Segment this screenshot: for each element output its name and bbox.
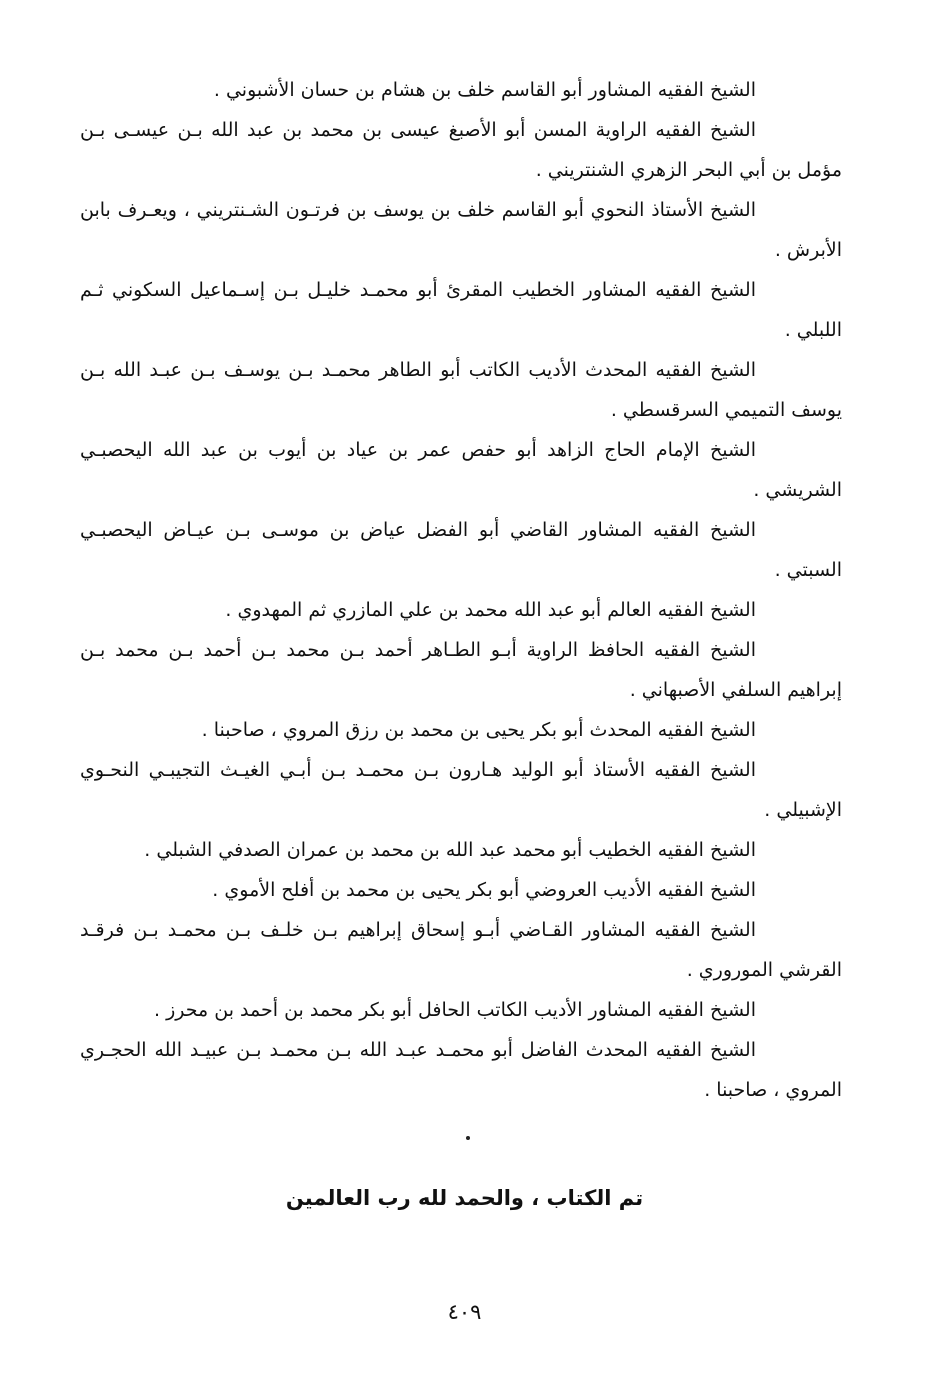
scholar-entry: الشيخ الفقيه المشاور الخطيب المقرئ أبو محمـد خليـل بـن إسـماعيل السكوني ثـم اللبلي . [80,279,842,341]
scholar-entry: الشيخ الفقيه الخطيب أبو محمد عبد الله بن محمد بن عمران الصدفي الشبلي . [144,839,756,861]
scholar-entry: الشيخ الفقيه المشاور أبو القاسم خلف بن هشام بن حسان الأشبوني . [213,79,756,101]
scholar-entry: الشيخ الفقيه العالم أبو عبد الله محمد بن علي المازري ثم المهدوي . [225,599,756,621]
scholar-entry: الشيخ الفقيه المحدث الفاضل أبو محمـد عبـد الله بـن محمـد بـن عبيـد الله الحجـري المروي ، صاحبنا . [80,1039,842,1101]
scholar-entry: الشيخ الفقيه الأديب العروضي أبو بكر يحيى بن محمد بن أفلح الأموي . [212,879,756,901]
closing-statement: تم الكتاب ، والحمد لله رب العالمين [285,1186,644,1210]
section-separator-dot [466,1136,470,1140]
scholar-entry: الشيخ الفقيه المحدث أبو بكر يحيى بن محمد بن رزق المروي ، صاحبنا . [201,719,756,741]
scholar-list [80,70,842,1110]
scholar-entry: الشيخ الفقيه المشاور الأديب الكاتب الحافل أبو بكر محمد بن أحمد بن محرز . [154,999,756,1021]
scholar-entry: الشيخ الفقيه المشاور القـاضي أبـو إسحاق إبراهيم بـن خلـف بـن محمـد بـن فرقـد القرشي الموروري . [80,919,842,981]
scholar-entry: الشيخ الفقيه الحافظ الراوية أبـو الطـاهر أحمد بـن محمد بـن أحمد بـن محمد بـن إبراهيم السلفي الأصبهاني . [80,639,842,701]
scholar-entry: الشيخ الفقيه المشاور القاضي أبو الفضل عياض بن موسـى بـن عيـاض اليحصبـي السبتي . [80,519,842,581]
page-number: ٤٠٩ [447,1300,482,1324]
scholar-entry: الشيخ الفقيه المحدث الأديب الكاتب أبو الطاهر محمـد بـن يوسـف بـن عبـد الله بـن يوسف التميمي السرقسطي . [80,359,842,421]
scholar-entry: الشيخ الفقيه الأستاذ أبو الوليد هـارون بـن محمـد بـن أبـي الغيـث التجيبـي النحـوي الإشبيلي . [80,759,842,821]
scholar-entry: الشيخ الإمام الحاج الزاهد أبو حفص عمر بن عياد بن أيوب بن عبد الله اليحصبـي الشريشي . [80,439,842,501]
scholar-entry: الشيخ الأستاذ النحوي أبو القاسم خلف بن يوسف بن فرتـون الشـنتريني ، ويعـرف بابن الأبرش . [80,199,842,261]
scholar-entry: الشيخ الفقيه الراوية المسن أبو الأصبغ عيسى بن محمد بن عبد الله بـن عيسـى بـن مؤمل بن أبي البحر الزهري الشنتريني . [80,119,842,181]
